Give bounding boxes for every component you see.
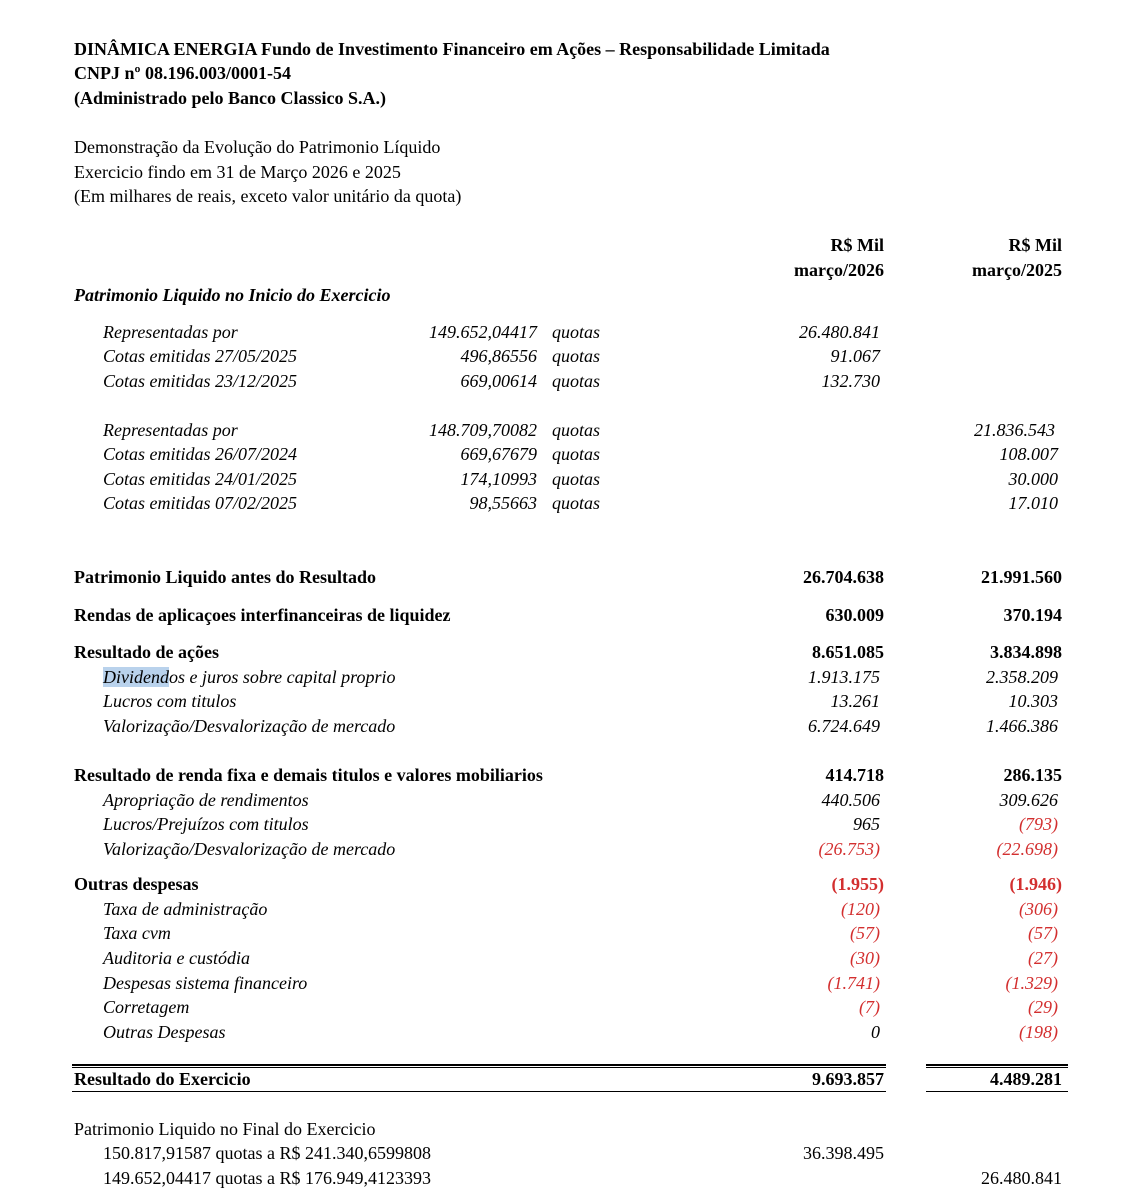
result-label: Resultado do Exercicio xyxy=(74,1069,251,1089)
other-expenses-label: Outras despesas xyxy=(74,874,199,894)
other-expenses-item-2025: (198) xyxy=(1019,1022,1058,1042)
before-result-2026: 26.704.638 xyxy=(803,567,884,587)
other-expenses-item-2026: (30) xyxy=(850,948,880,968)
opening-row-quotas: 669,67679 xyxy=(460,444,537,464)
fixed-income-item-2025: (793) xyxy=(1019,814,1058,834)
cnpj: CNPJ nº 08.196.003/0001-54 xyxy=(74,63,291,83)
rule-bottom-right xyxy=(926,1091,1068,1092)
opening-row-quotas: 148.709,70082 xyxy=(429,420,537,440)
fund-name: DINÂMICA ENERGIA Fundo de Investimento Financeiro em Ações – Responsabilidade Limitada xyxy=(74,39,830,59)
fixed-income-2026: 414.718 xyxy=(825,765,884,785)
stocks-label: Resultado de ações xyxy=(74,642,219,662)
fixed-income-item-label: Valorização/Desvalorização de mercado xyxy=(103,839,396,859)
stocks-item-2026: 1.913.175 xyxy=(808,667,880,687)
closing-title: Patrimonio Liquido no Final do Exercicio xyxy=(74,1119,376,1139)
stocks-item-2025: 1.466.386 xyxy=(986,716,1058,736)
stocks-item-2026: 13.261 xyxy=(830,691,880,711)
opening-row-label: Cotas emitidas 27/05/2025 xyxy=(103,346,298,366)
opening-row-value: 132.730 xyxy=(821,371,880,391)
stocks-item-2025: 2.358.209 xyxy=(986,667,1058,687)
col1-currency: R$ Mil xyxy=(830,235,884,255)
fixed-income-item-2026: 965 xyxy=(853,814,880,834)
opening-row-quotas: 149.652,04417 xyxy=(429,322,537,342)
other-expenses-item-label: Auditoria e custódia xyxy=(103,948,250,968)
other-expenses-item-2026: (57) xyxy=(850,923,880,943)
result-2025: 4.489.281 xyxy=(990,1069,1062,1089)
opening-row-label: Representadas por xyxy=(103,420,238,440)
rule-bottom-left xyxy=(72,1091,886,1092)
other-expenses-item-2025: (1.329) xyxy=(1005,973,1058,993)
administrator: (Administrado pelo Banco Classico S.A.) xyxy=(74,88,387,108)
opening-row-label: Cotas emitidas 07/02/2025 xyxy=(103,493,298,513)
opening-row-label: Cotas emitidas 23/12/2025 xyxy=(103,371,298,391)
result-2026: 9.693.857 xyxy=(812,1069,884,1089)
opening-row-value: 17.010 xyxy=(1008,493,1058,513)
other-expenses-item-label: Taxa cvm xyxy=(103,923,171,943)
fixed-income-item-label: Apropriação de rendimentos xyxy=(103,790,309,810)
opening-row-value: 26.480.841 xyxy=(799,322,880,342)
opening-row-quotas: 98,55663 xyxy=(469,493,537,513)
stocks-item-2025: 10.303 xyxy=(1008,691,1058,711)
other-expenses-item-label: Outras Despesas xyxy=(103,1022,226,1042)
fixed-income-item-2026: 440.506 xyxy=(821,790,880,810)
col1-period: março/2026 xyxy=(794,260,884,280)
closing-line-2025: 149.652,04417 quotas a R$ 176.949,4123393 xyxy=(103,1168,431,1188)
stocks-2026: 8.651.085 xyxy=(812,642,884,662)
other-expenses-2025: (1.946) xyxy=(1009,874,1062,894)
other-expenses-item-label: Taxa de administração xyxy=(103,899,268,919)
stocks-item-2026: 6.724.649 xyxy=(808,716,880,736)
other-expenses-item-2026: (7) xyxy=(859,997,880,1017)
opening-row-unit: quotas xyxy=(552,371,601,391)
period: Exercicio findo em 31 de Março 2026 e 2025 xyxy=(74,162,401,182)
other-expenses-item-2025: (27) xyxy=(1028,948,1058,968)
opening-row-unit: quotas xyxy=(552,493,601,513)
other-expenses-2026: (1.955) xyxy=(831,874,884,894)
other-expenses-item-label: Corretagem xyxy=(103,997,190,1017)
before-result-2025: 21.991.560 xyxy=(981,567,1062,587)
stocks-item-label: Dividendos e juros sobre capital proprio xyxy=(103,667,396,687)
other-expenses-item-label: Despesas sistema financeiro xyxy=(103,973,308,993)
opening-row-value: 21.836.543 xyxy=(974,420,1055,440)
other-expenses-item-2025: (306) xyxy=(1019,899,1058,919)
statement-title: Demonstração da Evolução do Patrimonio Líquido xyxy=(74,137,441,157)
opening-row-value: 108.007 xyxy=(999,444,1058,464)
other-expenses-item-2026: (120) xyxy=(841,899,880,919)
stocks-item-label: Valorização/Desvalorização de mercado xyxy=(103,716,396,736)
fixed-income-item-2026: (26.753) xyxy=(818,839,880,859)
opening-row-label: Cotas emitidas 26/07/2024 xyxy=(103,444,298,464)
fixed-income-label: Resultado de renda fixa e demais titulos e valores mobiliarios xyxy=(74,765,543,785)
fixed-income-2025: 286.135 xyxy=(1003,765,1062,785)
fixed-income-item-2025: 309.626 xyxy=(999,790,1058,810)
opening-row-unit: quotas xyxy=(552,469,601,489)
other-expenses-item-2026: 0 xyxy=(871,1022,880,1042)
opening-row-value: 30.000 xyxy=(1008,469,1058,489)
other-expenses-item-2026: (1.741) xyxy=(827,973,880,993)
closing-value-2026: 36.398.495 xyxy=(803,1143,884,1163)
opening-row-label: Representadas por xyxy=(103,322,238,342)
stocks-2025: 3.834.898 xyxy=(990,642,1062,662)
opening-row-value: 91.067 xyxy=(830,346,880,366)
other-expenses-item-2025: (57) xyxy=(1028,923,1058,943)
interbank-2025: 370.194 xyxy=(1003,605,1062,625)
col2-period: março/2025 xyxy=(972,260,1062,280)
fixed-income-item-label: Lucros/Prejuízos com titulos xyxy=(103,814,309,834)
stocks-item-label: Lucros com titulos xyxy=(103,691,237,711)
opening-row-label: Cotas emitidas 24/01/2025 xyxy=(103,469,298,489)
other-expenses-item-2025: (29) xyxy=(1028,997,1058,1017)
opening-row-unit: quotas xyxy=(552,346,601,366)
opening-row-quotas: 669,00614 xyxy=(460,371,537,391)
col2-currency: R$ Mil xyxy=(1008,235,1062,255)
opening-row-unit: quotas xyxy=(552,420,601,440)
opening-row-unit: quotas xyxy=(552,444,601,464)
closing-value-2025: 26.480.841 xyxy=(981,1168,1062,1188)
opening-row-quotas: 174,10993 xyxy=(460,469,537,489)
interbank-2026: 630.009 xyxy=(825,605,884,625)
opening-row-unit: quotas xyxy=(552,322,601,342)
before-result-label: Patrimonio Liquido antes do Resultado xyxy=(74,567,377,587)
interbank-label: Rendas de aplicaçoes interfinanceiras de liquidez xyxy=(74,605,451,625)
opening-row-quotas: 496,86556 xyxy=(460,346,537,366)
fixed-income-item-2025: (22.698) xyxy=(996,839,1058,859)
closing-line-2026: 150.817,91587 quotas a R$ 241.340,6599808 xyxy=(103,1143,431,1163)
opening-title: Patrimonio Liquido no Inicio do Exercicio xyxy=(74,285,391,305)
text-selection-highlight: Dividend xyxy=(103,667,169,687)
units-note: (Em milhares de reais, exceto valor unitário da quota) xyxy=(74,186,462,206)
